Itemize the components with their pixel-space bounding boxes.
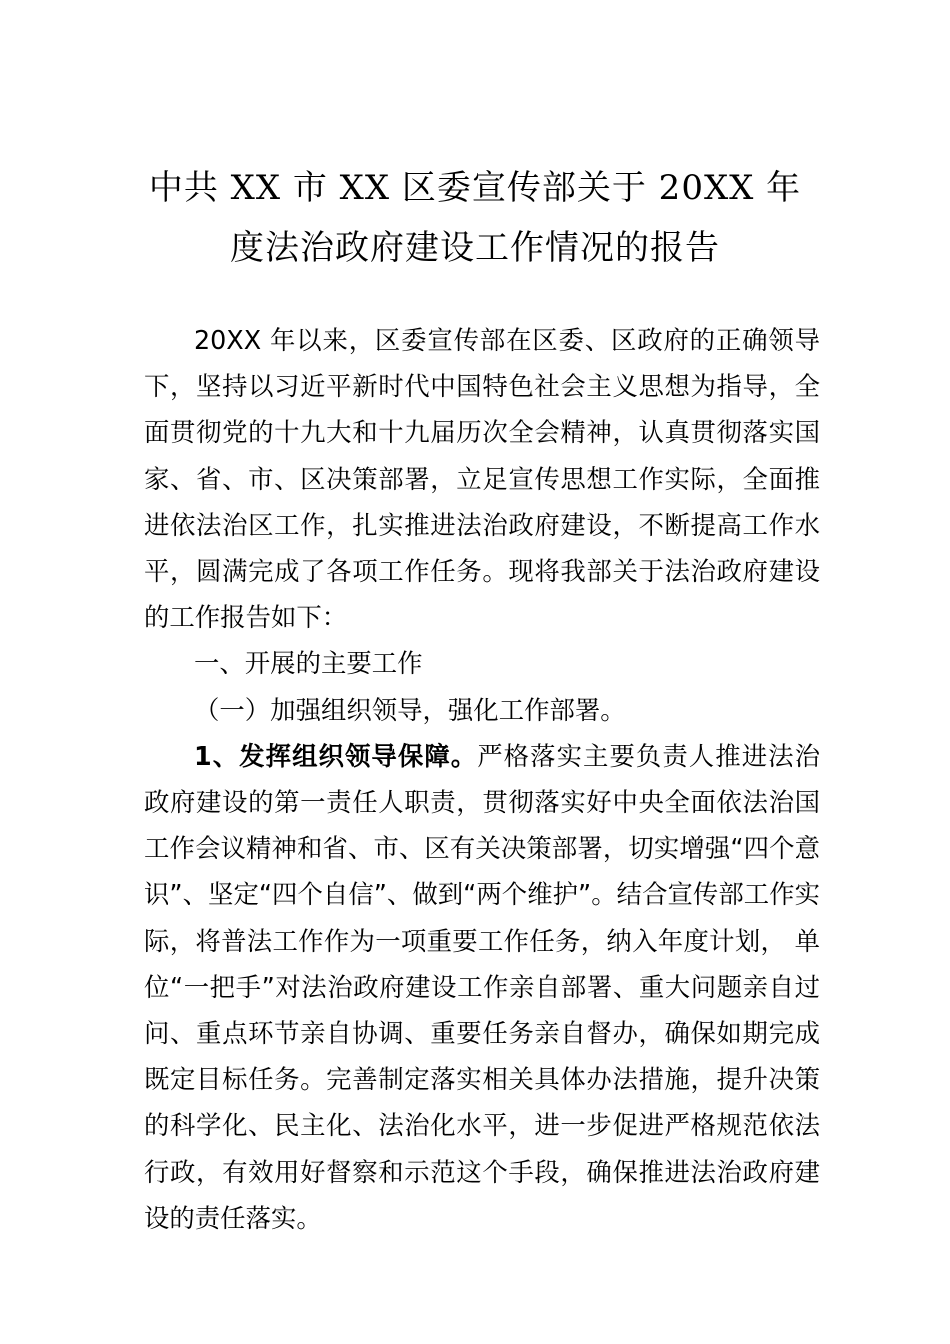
title-line-2: 度法治政府建设工作情况的报告 bbox=[230, 228, 720, 268]
document-title bbox=[120, 158, 830, 278]
title-line-1: 中共 XX 市 XX 区委宣传部关于 20XX 年 bbox=[148, 168, 802, 208]
item-lead: 1、发挥组织领导保障。 bbox=[194, 740, 478, 771]
intro-paragraph: 20XX 年以来，区委宣传部在区委、区政府的正确领导下，坚持以习近平新时代中国特色社会主义思想为指导，全面贯彻党的十九大和十九届历次全会精神，认真贯彻落实国家、省、市、区决策部署，立足宣传思想工作实际，全面推进依法治区工作，扎实推进法治政府建设，不断提高工作水平，圆满完成了各项工作任务。现将我部关于法治政府建设的工作报告如下： bbox=[144, 325, 820, 633]
document-body bbox=[144, 317, 820, 1241]
subsection-heading: （一）加强组织领导，强化工作部署。 bbox=[194, 694, 626, 725]
item-paragraph bbox=[144, 733, 820, 1241]
section-heading: 一、开展的主要工作 bbox=[194, 648, 423, 679]
item-text: 严格落实主要负责人推进法治政府建设的第一责任人职责，贯彻落实好中央全面依法治国工作会议精神和省、市、区有关决策部署，切实增强“四个意识”、坚定“四个自信”、做到“两个维护”。结合宣传部工作实际，将普法工作作为一项重要工作任务，纳入年度计划， 单位“一把手”对法治政府建设工作亲自部署、重大问题亲自过问、重点环节亲自协调、重要任务亲自督办，确保如期完成既定目标任务。完善制定落实相关具体办法措施，提升决策的科学化、民主化、法治化水平，进一步促进严格规范依法行政，有效用好督察和示范这个手段，确保推进法治政府建设的责任落实。 bbox=[144, 740, 820, 1233]
